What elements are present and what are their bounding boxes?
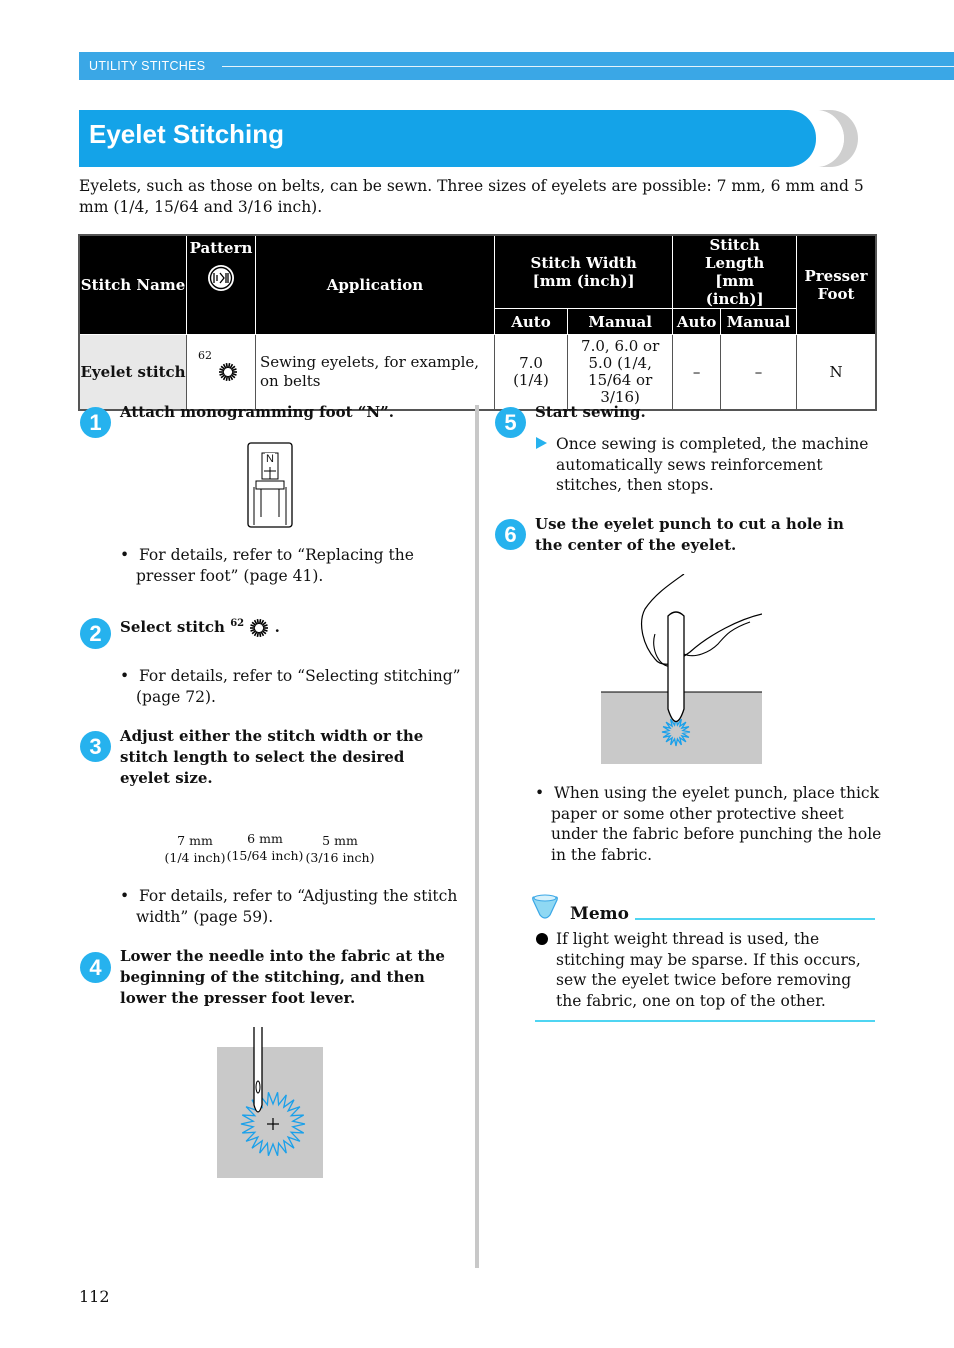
memo-title: Memo bbox=[570, 904, 629, 924]
size-7mm-inch: (1/4 inch) bbox=[164, 850, 226, 865]
stitch-table bbox=[78, 234, 877, 411]
step-6-note-text: When using the eyelet punch, place thick paper or some other protective sheet under the fabric before punching the hole in the fabric. bbox=[551, 784, 882, 864]
title-decoration-icon bbox=[790, 110, 870, 167]
step-3-note: • For details, refer to “Adjusting the stitch width” (page 59). bbox=[120, 887, 458, 926]
col-width-auto: Auto bbox=[495, 309, 568, 335]
cell-presser-foot: N bbox=[797, 335, 877, 410]
section-header-rule bbox=[222, 66, 954, 67]
cell-stitch-name: Eyelet stitch bbox=[79, 335, 187, 410]
step-2-note: • For details, refer to “Selecting stitching” (page 72). bbox=[120, 667, 461, 706]
column-divider bbox=[475, 405, 479, 1268]
col-stitch-width: Stitch Width [mm (inch)] bbox=[495, 235, 673, 309]
step-5-result: Once sewing is completed, the machine automatically sews reinforcement stitches, then stops. bbox=[556, 435, 869, 494]
eyelet-7mm-icon bbox=[176, 787, 214, 825]
size-label-7mm bbox=[162, 832, 228, 866]
step-2-heading: Select stitch bbox=[120, 618, 225, 636]
pattern-number: 62 bbox=[198, 349, 212, 362]
step-2-note-text: For details, refer to “Selecting stitching” (page 72). bbox=[136, 667, 461, 706]
foot-letter: N bbox=[266, 453, 274, 465]
step-1-note-text: For details, refer to “Replacing the presser foot” (page 41). bbox=[136, 546, 414, 585]
step-3-note-text: For details, refer to “Adjusting the stitch width” (page 59). bbox=[136, 887, 458, 926]
col-pattern-label: Pattern bbox=[189, 239, 253, 257]
col-length-auto: Auto bbox=[673, 309, 721, 335]
step-2-period: . bbox=[274, 618, 280, 636]
table-row bbox=[79, 335, 876, 410]
col-pattern bbox=[187, 235, 256, 335]
memo-top-rule bbox=[635, 918, 875, 920]
memo-bottom-rule bbox=[535, 1020, 875, 1022]
memo-icon bbox=[530, 893, 560, 923]
page-number: 112 bbox=[79, 1287, 110, 1306]
cell-pattern bbox=[187, 335, 256, 410]
memo-bullet-icon bbox=[536, 933, 548, 945]
step-number-5: 5 bbox=[495, 407, 526, 438]
step-2-stitch-number: 62 bbox=[230, 618, 245, 629]
cell-application: Sewing eyelets, for example, on belts bbox=[256, 335, 495, 410]
cell-width-auto: 7.0 (1/4) bbox=[495, 335, 568, 410]
step-1-note: • For details, refer to “Replacing the presser foot” (page 41). bbox=[120, 546, 414, 585]
step-number-6: 6 bbox=[495, 519, 526, 550]
step-5-heading: Start sewing. bbox=[535, 403, 646, 421]
step-number-2: 2 bbox=[80, 618, 111, 649]
eyelet-stitch-icon bbox=[249, 618, 269, 638]
col-presser-foot: Presser Foot bbox=[797, 235, 877, 335]
intro-paragraph: Eyelets, such as those on belts, can be sewn. Three sizes of eyelets are possible: 7 mm, 6 mm and 5 mm (1/4, 15/64 and 3/16 inch). bbox=[79, 177, 864, 216]
eyelet-5mm-icon bbox=[324, 791, 354, 821]
step-number-1: 1 bbox=[80, 407, 111, 438]
size-label-5mm bbox=[304, 832, 376, 866]
step-2-heading-row bbox=[120, 613, 280, 638]
size-5mm-inch: (3/16 inch) bbox=[305, 850, 375, 865]
needle-in-fabric-image bbox=[216, 1027, 324, 1179]
size-6mm-inch: (15/64 inch) bbox=[226, 848, 304, 863]
col-width-manual: Manual bbox=[568, 309, 673, 335]
pattern-key-icon bbox=[206, 263, 236, 293]
step-6-note: • When using the eyelet punch, place thick paper or some other protective sheet under the fabric before punching the hole in the fabric. bbox=[535, 784, 882, 864]
col-application: Application bbox=[256, 235, 495, 335]
cell-length-manual: – bbox=[720, 335, 796, 410]
step-4-heading: Lower the needle into the fabric at the beginning of the stitching, and then lower the presser foot lever. bbox=[120, 947, 445, 1007]
section-header-label: UTILITY STITCHES bbox=[89, 59, 206, 73]
page-title: Eyelet Stitching bbox=[89, 119, 285, 149]
size-5mm: 5 mm bbox=[322, 833, 358, 848]
step-6-heading: Use the eyelet punch to cut a hole in the center of the eyelet. bbox=[535, 515, 844, 554]
cell-width-manual: 7.0, 6.0 or 5.0 (1/4, 15/64 or 3/16) bbox=[568, 335, 673, 410]
eyelet-stitch-icon bbox=[218, 362, 238, 382]
size-6mm: 6 mm bbox=[247, 831, 283, 846]
col-stitch-length: Stitch Length [mm (inch)] bbox=[673, 235, 797, 309]
eyelet-6mm-icon bbox=[250, 789, 284, 823]
col-stitch-name: Stitch Name bbox=[79, 235, 187, 335]
step-number-4: 4 bbox=[80, 952, 111, 983]
size-label-6mm bbox=[225, 830, 305, 864]
size-7mm: 7 mm bbox=[177, 833, 213, 848]
step-3-heading: Adjust either the stitch width or the stitch length to select the desired eyelet size. bbox=[120, 727, 424, 787]
cell-length-auto: – bbox=[673, 335, 721, 410]
step-1-heading: Attach monogramming foot “N”. bbox=[120, 403, 394, 421]
col-length-manual: Manual bbox=[720, 309, 796, 335]
memo-text: If light weight thread is used, the stitching may be sparse. If this occurs, sew the eyelet twice before removing the fabric, one on top of the other. bbox=[556, 930, 861, 1010]
step-number-3: 3 bbox=[80, 731, 111, 762]
eyelet-punch-image bbox=[600, 574, 762, 764]
result-arrow-icon bbox=[536, 437, 547, 449]
